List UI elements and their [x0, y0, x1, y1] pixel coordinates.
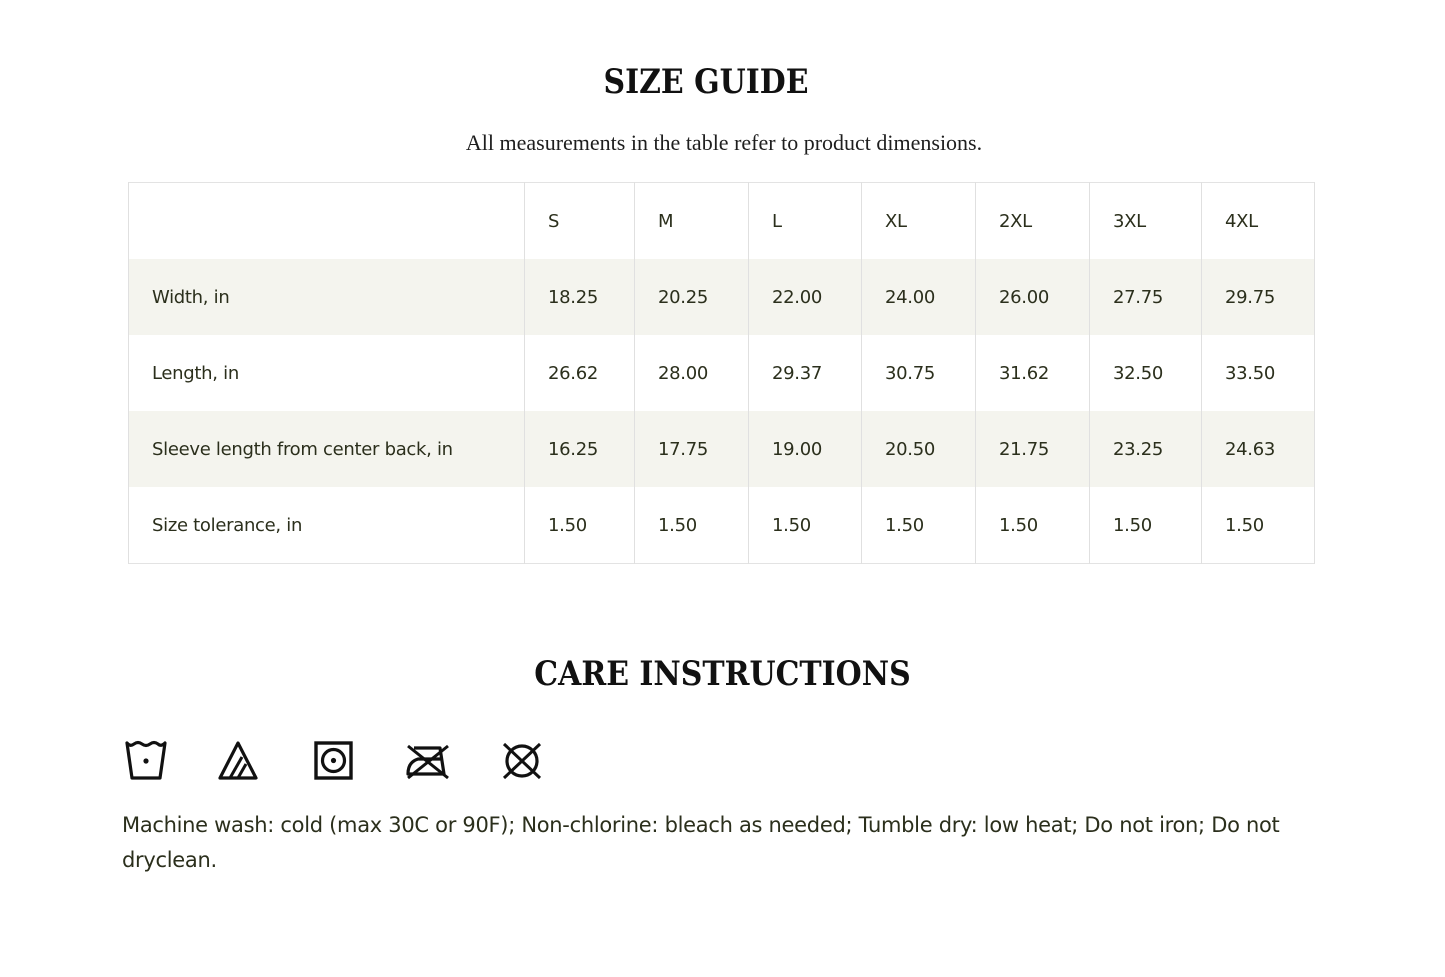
row-label: Sleeve length from center back, in [129, 411, 525, 487]
table-row [129, 411, 1315, 487]
table-cell: 32.50 [1090, 335, 1202, 411]
size-guide-title: SIZE GUIDE [603, 62, 809, 102]
machine-wash-cold-icon [122, 740, 170, 782]
table-cell: 1.50 [1202, 487, 1315, 564]
table-cell: 1.50 [749, 487, 862, 564]
row-label: Size tolerance, in [129, 487, 525, 564]
table-cell: 24.00 [862, 259, 976, 335]
non-chlorine-bleach-icon [216, 740, 264, 782]
table-cell: 16.25 [525, 411, 635, 487]
table-row [129, 487, 1315, 564]
size-table [128, 182, 1315, 564]
table-cell: 18.25 [525, 259, 635, 335]
table-cell: 33.50 [1202, 335, 1315, 411]
care-instructions-text: Machine wash: cold (max 30C or 90F); Non-chlorine: bleach as needed; Tumble dry: low heat; Do not iron; Do not dryclean. [122, 813, 1280, 872]
table-cell: 21.75 [976, 411, 1090, 487]
care-icons [122, 740, 592, 782]
table-cell: 28.00 [635, 335, 749, 411]
table-cell: 29.37 [749, 335, 862, 411]
table-cell: 29.75 [1202, 259, 1315, 335]
table-cell: 26.62 [525, 335, 635, 411]
table-header-cell: XL [862, 183, 976, 260]
table-header-cell [129, 183, 525, 260]
table-cell: 24.63 [1202, 411, 1315, 487]
table-header-cell: 2XL [976, 183, 1090, 260]
table-cell: 1.50 [635, 487, 749, 564]
do-not-dryclean-icon [498, 740, 546, 782]
table-cell: 20.50 [862, 411, 976, 487]
table-row [129, 259, 1315, 335]
table-cell: 17.75 [635, 411, 749, 487]
table-header-cell: S [525, 183, 635, 260]
size-guide-subtitle: All measurements in the table refer to product dimensions. [465, 130, 983, 155]
table-header-row [129, 183, 1315, 260]
table-cell: 26.00 [976, 259, 1090, 335]
table-header-cell: 3XL [1090, 183, 1202, 260]
row-label: Length, in [129, 335, 525, 411]
table-cell: 27.75 [1090, 259, 1202, 335]
table-cell: 1.50 [1090, 487, 1202, 564]
table-header-cell: M [635, 183, 749, 260]
table-cell: 23.25 [1090, 411, 1202, 487]
care-instructions-title: CARE INSTRUCTIONS [534, 654, 911, 694]
table-cell: 31.62 [976, 335, 1090, 411]
table-header-cell: 4XL [1202, 183, 1315, 260]
table-cell: 19.00 [749, 411, 862, 487]
table-cell: 1.50 [525, 487, 635, 564]
table-cell: 22.00 [749, 259, 862, 335]
tumble-dry-low-icon [310, 740, 358, 782]
table-header-cell: L [749, 183, 862, 260]
table-cell: 20.25 [635, 259, 749, 335]
row-label: Width, in [129, 259, 525, 335]
table-cell: 1.50 [976, 487, 1090, 564]
table-cell: 1.50 [862, 487, 976, 564]
table-row [129, 335, 1315, 411]
do-not-iron-icon [404, 740, 452, 782]
table-cell: 30.75 [862, 335, 976, 411]
